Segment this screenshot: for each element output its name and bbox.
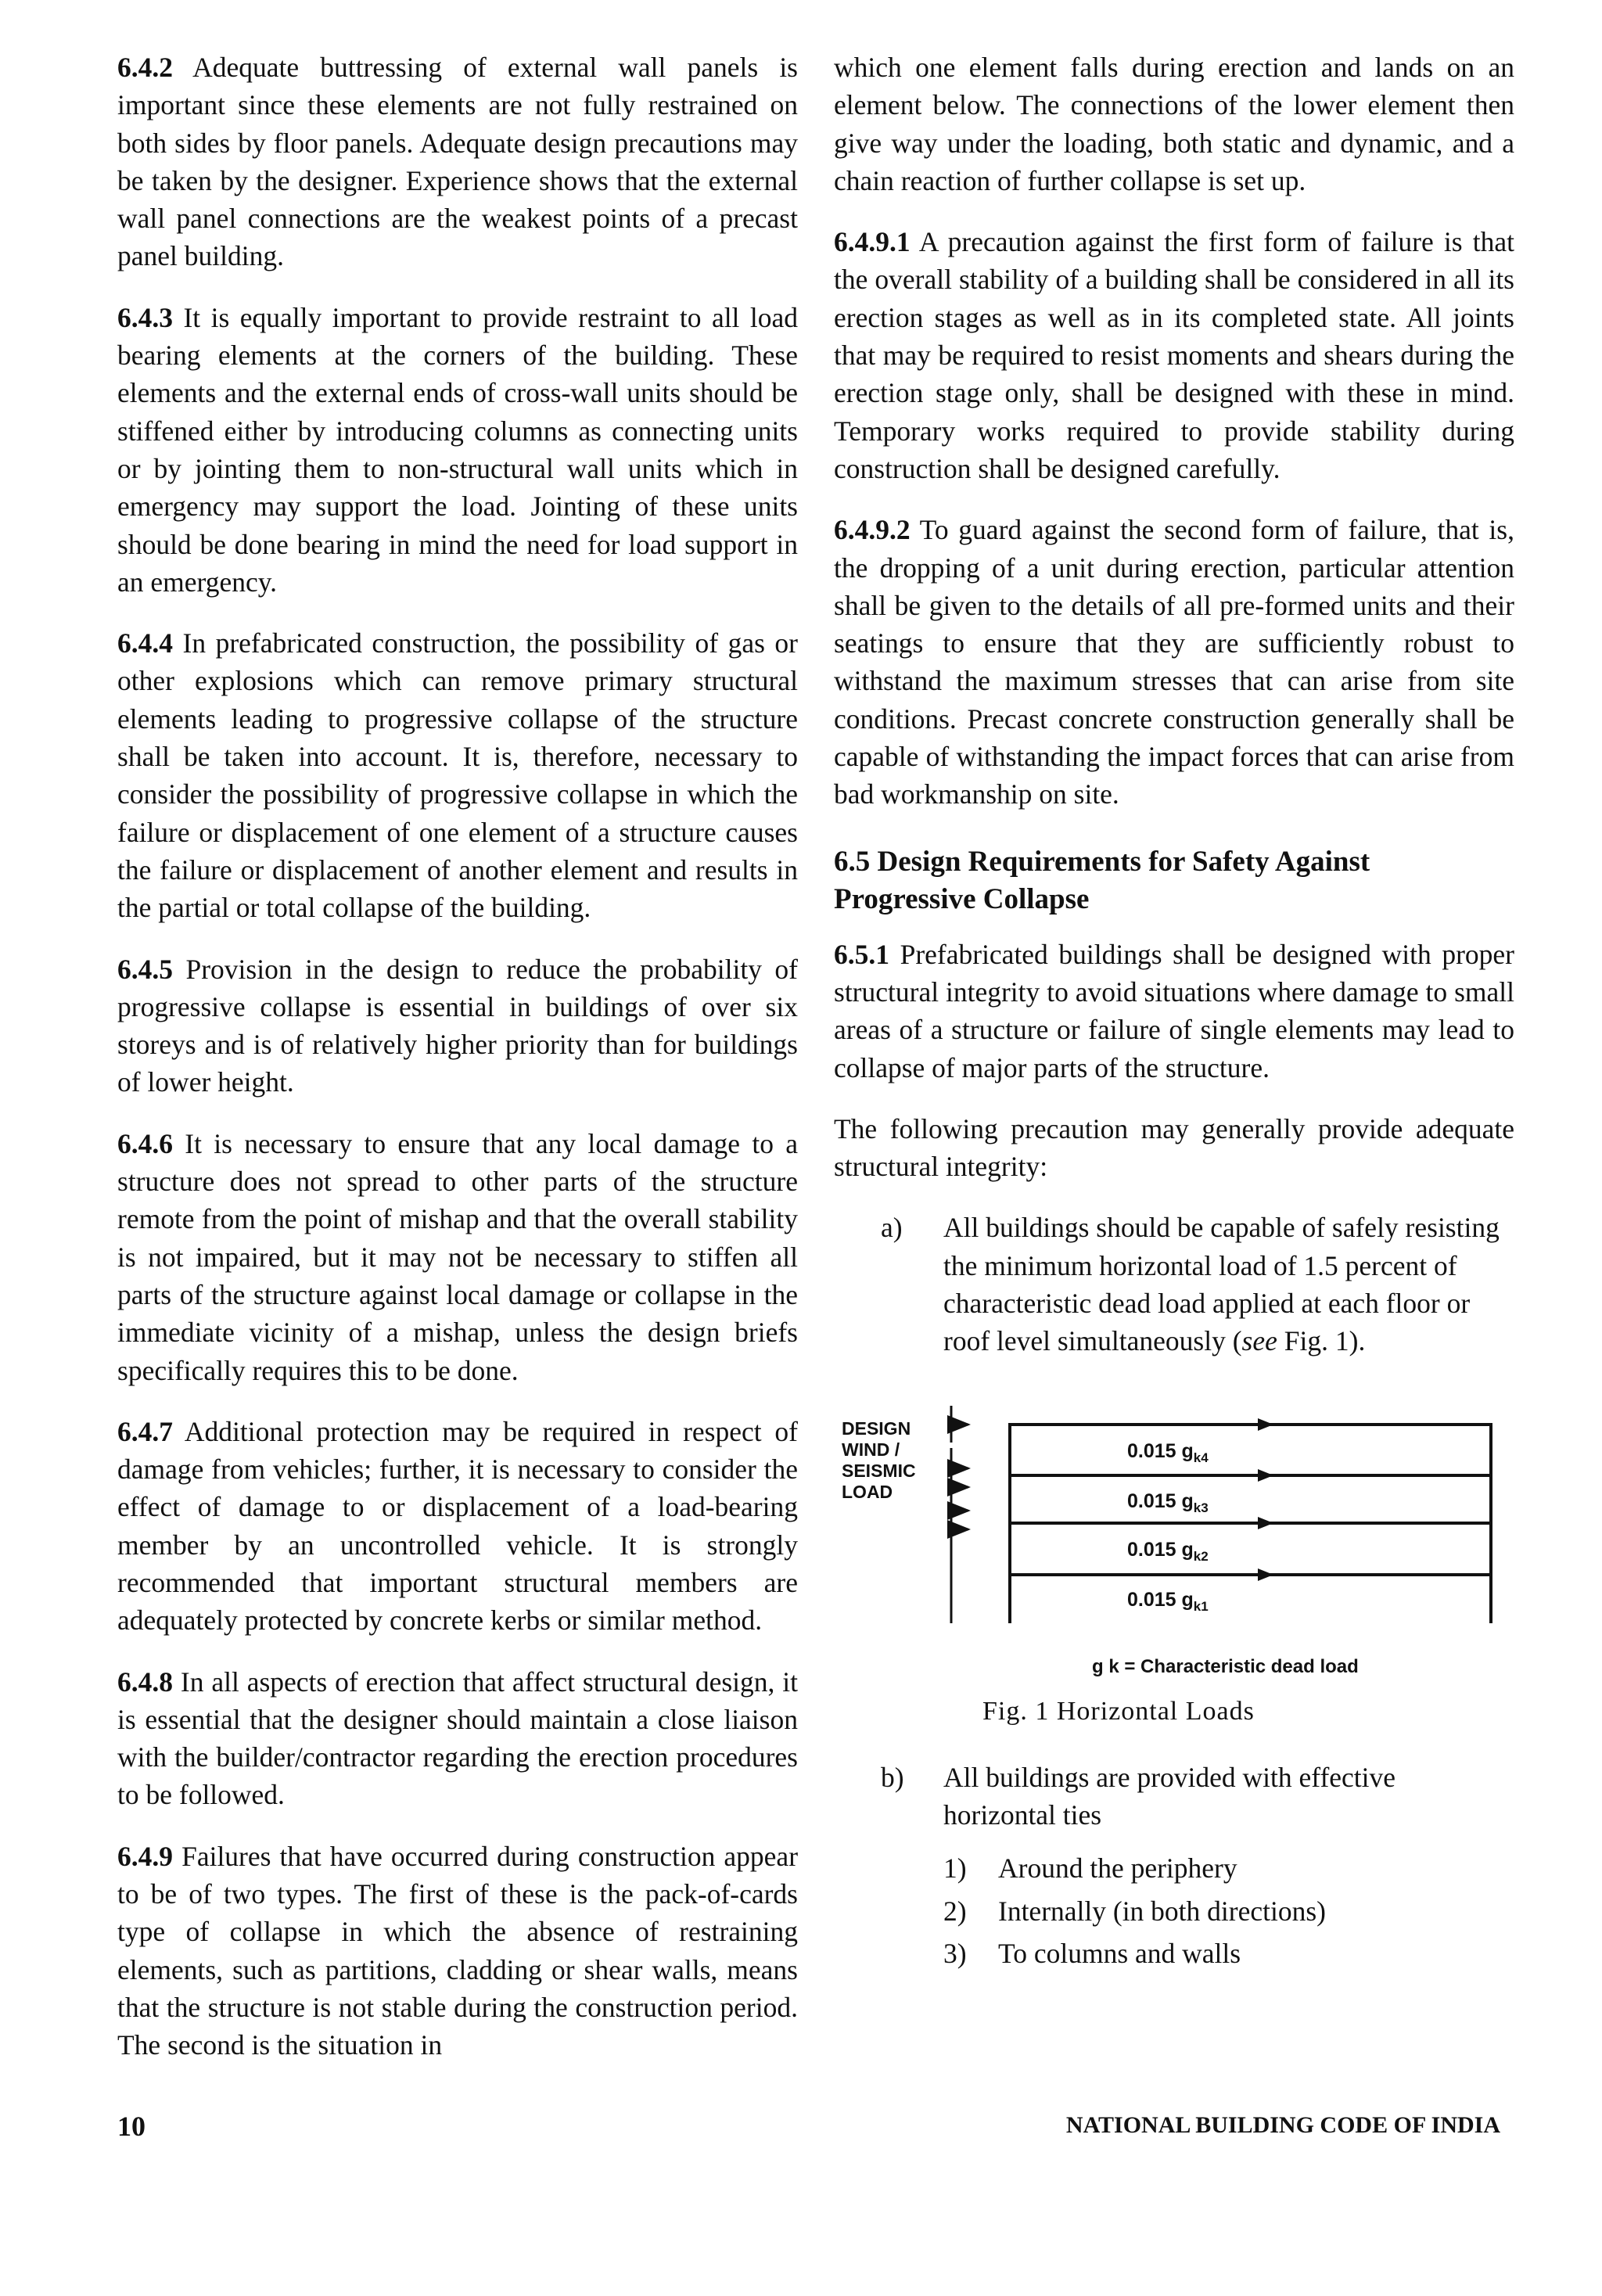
clause-6-4-9-continuation: which one element falls during erection and lands on an element below. The connections of the lower element then give way under the loading, both static and dynamic, and a chain reaction of further collapse is set up.	[834, 52, 1514, 196]
clause-6-4-9: 6.4.9 Failures that have occurred during construction appear to be of two types. The first of these is the pack-of-cards type of collapse in which the absence of restraining elements, such as partitions, cladding or shear walls, means that the structure is not stable during the construction period. The second is the situation in	[117, 1840, 799, 2061]
list-marker: a)	[881, 1212, 903, 1244]
floor-load-arrows-icon	[1202, 1425, 1272, 1575]
clause-6-4-5: 6.4.5 Provision in the design to reduce the probability of progressive collapse is essential in buildings of over six storeys and is of relatively higher priority than for buildings of lower height.	[117, 953, 799, 1098]
clause-6-5-1: 6.5.1 Prefabricated buildings shall be designed with proper structural integrity to avoid situations where damage to small areas of a structure or failure of single elements may lead to collapse of major parts of the structure.	[834, 938, 1514, 1083]
list-marker: b)	[881, 1761, 904, 1793]
sub-item-1: 1) Around the periphery	[943, 1852, 1237, 1885]
precaution-intro: The following precaution may generally provide adequate structural integrity:	[834, 1112, 1514, 1183]
sub-item-3: 3) To columns and walls	[943, 1937, 1241, 1969]
figure-caption: Fig. 1 Horizontal Loads	[982, 1696, 1255, 1726]
load-arrows-icon	[951, 1406, 968, 1623]
sub-item-2: 2) Internally (in both directions)	[943, 1895, 1326, 1927]
page-number: 10	[117, 2111, 145, 2142]
list-item-a	[834, 1209, 1514, 1360]
clause-6-4-6: 6.4.6 It is necessary to ensure that any local damage to a structure does not spread to other parts of the structure remote from the point of mishap and that the overall stability is not impaired, but it may not be necessary to stiffen all parts of the structure against local damage or collapse in the immediate vicinity of a mishap, unless the design briefs specifically requires this to be done.	[117, 1127, 799, 1386]
figure-note: g k = Characteristic dead load	[1092, 1655, 1359, 1677]
load-label-k1: 0.015 $g_{k1}$	[1127, 1588, 1209, 1614]
footer-title: NATIONAL BUILDING CODE OF INDIA	[1065, 2112, 1500, 2138]
clause-6-4-9-2: 6.4.9.2 To guard against the second form of failure, that is, the dropping of a unit during erection, particular attention shall be given to the details of all pre-formed units and their seatings to ensure that they are sufficiently robust to withstand the maximum stresses that can arise from site conditions. Precast concrete construction generally shall be capable of withstanding the impact forces that can arise from bad workmanship on site.	[834, 514, 1514, 810]
clause-6-4-3: 6.4.3 It is equally important to provide restraint to all load bearing elements at the corners of the building. These elements and the external ends of cross-wall units should be stiffened either by introducing columns as connecting units or by jointing them to non-structural wall units which in emergency may support the load. Jointing of these units should be done bearing in mind the need for load support in an emergency.	[117, 301, 798, 598]
clause-6-4-8: 6.4.8 In all aspects of erection that affect structural design, it is essential that the designer should maintain a close liaison with the builder/contractor regarding the erection procedures to be followed.	[117, 1665, 799, 1811]
load-label-k3: 0.015 $g_{k3}$	[1127, 1489, 1209, 1515]
figure-horizontal-loads	[834, 1376, 1514, 1740]
list-text: All buildings should be capable of safely resisting the minimum horizontal load of 1.5 percent of characteristic dead load applied at each floor or roof level simultaneously (see Fig. 1).	[943, 1212, 1500, 1357]
list-item-b	[834, 1759, 1514, 1834]
clause-6-4-4: 6.4.4 In prefabricated construction, the possibility of gas or other explosions which can remove primary structural elements leading to progressive collapse of the structure shall be taken into account. It is, therefore, necessary to consider the possibility of progressive collapse in which the failure or displacement of one element of a structure causes the failure or displacement of another element and results in the partial or total collapse of the building.	[117, 627, 798, 924]
clause-6-4-7: 6.4.7 Additional protection may be required in respect of damage from vehicles; further, it is necessary to consider the effect of damage to or displacement of a load-bearing member by an uncontrolled vehicle. It is strongly recommended that important structural members are adequately protected by concrete kerbs or similar method.	[117, 1415, 799, 1637]
section-heading-6-5: 6.5 Design Requirements for Safety Against Progressive Collapse	[834, 845, 1370, 915]
right-column	[834, 49, 1514, 1977]
clause-6-4-2: 6.4.2 Adequate buttressing of external wall panels is important since these elements are not fully restrained on both sides by floor panels. Adequate design precautions may be taken by the designer. Experience shows that the external wall panel connections are the weakest points of a precast panel building.	[117, 52, 798, 272]
load-label-k2: 0.015 $g_{k2}$	[1127, 1538, 1209, 1564]
load-label-k4: 0.015 $g_{k4}$	[1127, 1439, 1209, 1465]
clause-6-4-9-1: 6.4.9.1 A precaution against the first form of failure is that the overall stability of a building shall be considered in all its erection stages as well as in its completed state. All joints that may be required to resist moments and shears during the erection stage only, shall be designed with these in mind. Temporary works required to provide stability during construction shall be designed carefully.	[834, 226, 1514, 484]
design-load-label: DESIGN WIND / SEISMIC LOAD	[842, 1417, 916, 1502]
left-column	[117, 49, 798, 2088]
list-text: All buildings are provided with effective horizontal ties	[943, 1761, 1396, 1831]
